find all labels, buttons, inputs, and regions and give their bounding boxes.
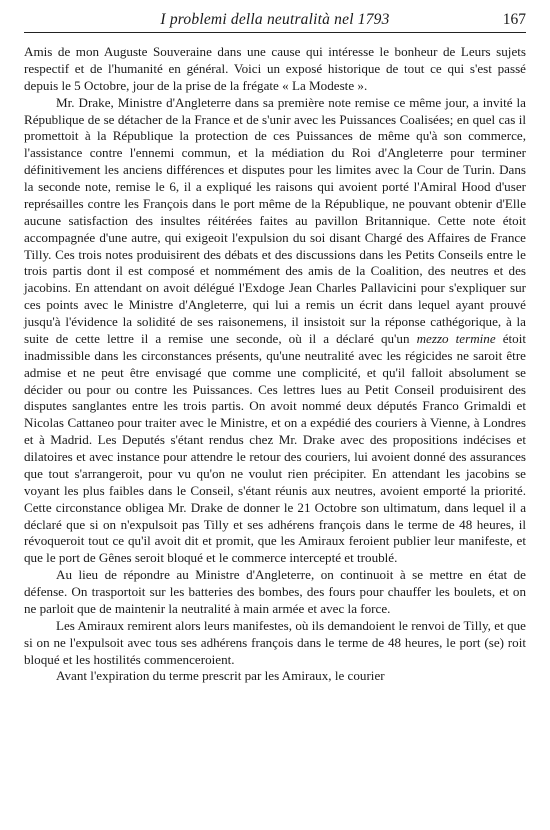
text-run: étoit inadmissible dans les circonstances présents, qu'une neutralité avec les régicides ne saroit être admise et ne peut être envisagé que comme une complicité, et qu'il falloit absolument se décider ou pour ou contre les Puissances. Ces lettres lues au Petit Conseil produisirent des disputes sanglantes entre les trois partis. On avoit nommé deux députés Franco Grimaldi et Nicolas Cattaneo pour traiter avec le Ministre, et on a expédié des couriers à Vienne, à Londres et à Madrid. Les Deputés s'étant rendus chez Mr. Drake avec des propositions indécises et dilatoires et avec instance pour attendre le retour des couriers, lui avoient donné des assurances que tout s'arrangeroit, pour vu qu'on ne voulut rien précipiter. En attendant les jacobins se voyant les plus faibles dans le Conseil, s'étant réunis aux neutres, avoient emporté la priorité. Cette circonstance obligea Mr. Drake de donner le 21 Octobre son ultimatum, dans lequel il a déclaré que si on n'expulsoit pas Tilly et ses adhérens françois dans le terme de 48 heures, il révoqueroit tout ce qu'il avoit dit et promit, que les Amiraux feroient publier leur manifeste, et que le port de Gênes seroit bloqué et le commerce intercepté et troublé. (24, 330, 527, 566)
paragraph (24, 668, 526, 685)
paragraph (24, 95, 526, 568)
body-text (24, 44, 526, 685)
running-title: I problemi della neutralità nel 1793 (160, 11, 390, 28)
header-rule (24, 32, 526, 33)
italic-phrase: mezzo termine (416, 330, 496, 346)
paragraph (24, 618, 526, 669)
text-run: Avant l'expiration du terme prescrit par les Amiraux, le courier (56, 668, 385, 684)
text-run: Les Amiraux remirent alors leurs manifestes, où ils demandoient le renvoi de Tilly, et que si on ne l'expulsoit avec tous ses adhérens françois dans le terme de 48 heures, le port (se) roit bloqué et les hostilités commenceroient. (24, 617, 526, 667)
page-number: 167 (502, 11, 526, 28)
text-run: Au lieu de répondre au Ministre d'Angleterre, on continuoit à se mettre en état de défense. On trasportoit sur les batteries des bombes, des fours pour chauffer les boulets, et on ne parloit que de maintenir la neutralité à main armée et avec la force. (24, 567, 526, 616)
text-run: Amis de mon Auguste Souveraine dans une cause qui intéresse le bonheur de Leurs sujets respectif et de l'humanité en général. Voici un exposé historique de tout ce qui s'est passé depuis le 5 Octobre, jour de la prise de la frégate « La Modeste ». (24, 44, 526, 93)
paragraph (24, 44, 526, 95)
text-run: Mr. Drake, Ministre d'Angleterre dans sa première note remise ce même jour, a invité la République de se détacher de la France et de s'unir avec les Puissances Coalisées; en quel cas il promettoit à la République la protection de ces Puissances de même qu'à son commerce, l'assistance contre l'ennemi commun, et la médiation du Roi d'Angleterre pour terminer définitivement les anciens différences et disputes pour les limites avec la Cour de Turin. Dans la seconde note, remise le 6, il a expliqué les raisons qui avoient porté l'Amiral Hood d'user représailles contre les François dans le port même de la République, ne pouvant obtenir d'Elle aucune satisfaction des insultes réitérées faites au pavillon Britannique. Cette note étoit accompagnée d'une autre, qui exigeoit l'expulsion du soi disant Chargé des Affaires de France Tilly. Ces trois notes produisirent des débats et des discussions dans les Petits Conseils entre le trois partis dont il est composé et nommément des amis de la Coalition, des neutres et des jacobins. En attendant on avoit délégué l'Exdoge Jean Charles Pallavicini pour s'expliquer sur ces points avec le Ministre d'Angleterre, qui lui a remis un écrit dans lequel ayant prouvé jusqu'à l'évidence la solidité de ses raisonemens, il insistoit sur la réponse cathégorique, à la suite de cette lettre il a remise une seconde, où il a déclaré qu'un (24, 94, 526, 346)
paragraph (24, 567, 526, 618)
running-head (24, 8, 526, 34)
